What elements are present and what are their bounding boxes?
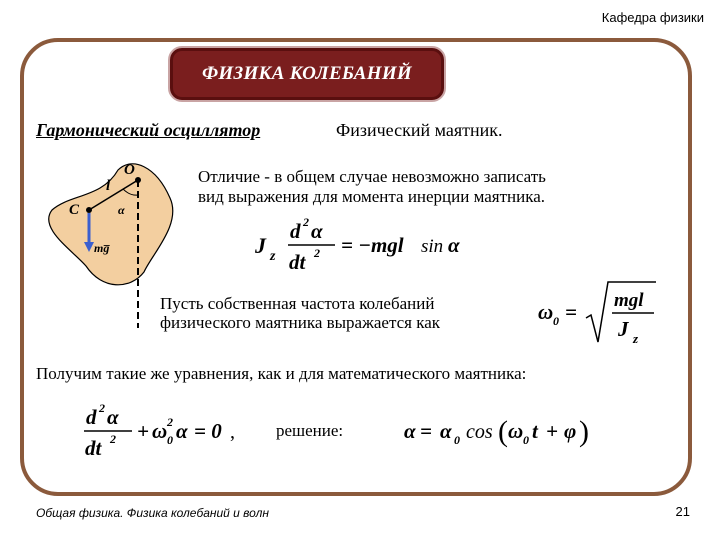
eq3-alpha: α [176,419,188,443]
eq3-num-alpha: α [107,405,119,429]
eq1-den: dt [289,250,306,274]
equation-moment-of-inertia [255,212,495,282]
heading-physical-pendulum: Физический маятник. [336,120,503,140]
eq3-den: dt [85,436,102,460]
eq4-alpha: α [404,419,416,443]
footer-course-title: Общая физика. Физика колебаний и волн [36,506,269,520]
eq1-num-alpha: α [311,219,323,243]
eq1-alpha: α [448,233,460,257]
pivot-label: O [124,162,135,178]
eq4-close-paren: ) [579,415,589,448]
eq4-omega: ω [508,419,524,443]
eq3-num-d: d [86,405,97,429]
equation-frequency [538,280,678,350]
rigid-body-shape [49,164,173,285]
eq2-eq: = [565,300,577,324]
eq1-num-pow: 2 [303,215,309,229]
slide-title: ФИЗИКА КОЛЕБАНИЙ [201,63,412,84]
eq4-phi: φ [564,419,577,443]
title-banner [168,46,446,102]
eq3-num-pow: 2 [99,401,105,415]
eq2-z: z [633,331,639,346]
eq1-sin: sin [421,236,444,257]
center-label: C [69,202,80,218]
eq2-omega: ω [538,300,554,324]
eq3-den-pow: 2 [110,432,116,446]
paragraph-frequency-line2: физического маятника выражается как [160,313,441,332]
department-label: Кафедра физики [601,10,704,25]
eq2-num: mgl [614,290,644,311]
length-label: l [106,178,111,194]
angle-label: α [118,203,125,217]
center-of-mass-point [86,207,92,213]
eq4-cos: cos [466,421,493,443]
eq1-num-d: d [290,219,301,243]
equation-solution [404,406,624,466]
paragraph-difference-line1: Отличие - в общем случае невозможно записать [198,167,546,186]
eq3-sub: 0 [167,433,173,447]
eq1-rhs: = −mgl [341,233,404,257]
eq4-alpha0: α [440,419,452,443]
paragraph-difference-line2: вид выражения для момента инерции маятника. [198,187,546,206]
solution-label: решение: [276,421,344,440]
eq1-J: J [255,233,266,258]
eq2-zero: 0 [553,314,559,328]
eq4-sub: 0 [523,433,529,447]
heading-harmonic-oscillator: Гармонический осциллятор [36,120,261,140]
eq4-zero: 0 [454,433,460,447]
eq3-rhs: = 0 [194,419,222,443]
paragraph-same-equations: Получим такие же уравнения, как и для математического маятника: [36,364,527,383]
eq3-omega: ω [152,419,168,443]
eq3-plus: + [137,419,149,443]
page-number: 21 [675,504,690,519]
force-label: mg̅ [94,241,110,255]
paragraph-difference [198,167,546,207]
pivot-point [135,177,141,183]
eq4-t: t [532,419,538,443]
equation-oscillator [84,398,274,468]
eq1-den-pow: 2 [314,246,320,260]
eq3-comma: , [230,421,235,443]
paragraph-frequency [160,294,440,332]
eq1-z: z [270,249,276,264]
eq4-open-paren: ( [498,415,508,448]
eq2-J: J [618,317,629,341]
eq3-sup: 2 [167,415,173,429]
paragraph-frequency-line1: Пусть собственная частота колебаний [160,294,435,313]
eq4-eq: = [420,419,432,443]
eq4-plus: + [546,419,558,443]
